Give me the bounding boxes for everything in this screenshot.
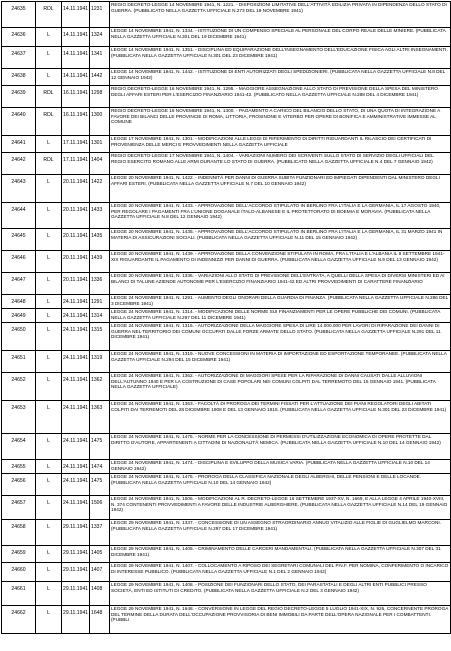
act-description-text: LEGGE 29 NOVEMBRE 1941, N. 1408. - POSIZIONE DEI FUNZIONARI DELLO STATO, DEI PARASTATALI E DEGLI ALTRI ENTI PUBBLICI PRESSO SOCIETÀ, ENTI ED ISTITUTI DI CREDITO. (PUBBLICATA NELLA GAZZETTA UFFICIALE N.2 DEL 3 GENNAIO 1942) — [111, 582, 427, 593]
act-description — [110, 86, 451, 108]
record-number: 24657 — [2, 496, 36, 520]
act-date: 24.11.1941 — [62, 401, 90, 434]
table-row — [2, 606, 451, 634]
record-number: 24656 — [2, 474, 36, 496]
act-description — [110, 474, 451, 496]
act-description-text: LEGGE 20 NOVEMBRE 1941, N. 1336. - VARIAZIONI ALLO STATO DI PREVISIONE DELL'ENTRATA, A QUELLI DELLA SPESA DI DIVERSI MINISTERI ED AI BILANCI DI TALUNE AZIENDE AUTONOME PER L'ESERCIZIO FINANZIARIO 1941-42 ED ALTRI PROVVEDIMENTI DI CARATTERE FINANZIARIO — [111, 273, 445, 284]
act-page: 1506 — [90, 496, 110, 520]
table-row — [2, 229, 451, 251]
act-date: 17.11.1941 — [62, 153, 90, 175]
act-description-text: LEGGE 20 NOVEMBRE 1941, N. 1422. - INDENNITÀ PER DANNI DI GUERRA SUBITA FUNZIONARI ED IMPIEGATI DIPENDENTI DAL MINISTERO DEGLI AFFARI ESTERI. (PUBBLICATA NELLA GAZZETTA UFFICIALE N.7 DEL 10 GENNAIO 1942) — [111, 175, 440, 186]
act-page: 1407 — [90, 563, 110, 582]
act-description-text: LEGGE 20 NOVEMBRE 1941, N. 1435. - APPROVAZIONE DELL'ACCORDO STIPULATO IN BERLINO FRA L'ITALIA E LA GERMANIA, IL 31 MARZO 1941 IN MATERIA DI ASSICURAZIONI SOCIALI. (PUBBLICATA NELLA GAZZETTA UFFICIALE N.11 DEL 15 GENNAIO 1942) — [111, 229, 443, 240]
act-page: 1442 — [90, 69, 110, 86]
act-type: L — [36, 496, 62, 520]
act-description-text: LEGGE 29 NOVEMBRE 1941, N. 1337. - CONCESSIONE DI UN ASSEGNO STRAORDINARIO ANNUO VITALIZIO ALLE FIGLIE DI GUGLIELMO MARCONI. (PUBBLICATA NELLA GAZZETTA UFFICIALE N.297 DEL 17 DICEMBRE 1941) — [111, 520, 441, 531]
act-description-text: LEGGE 24 NOVEMBRE 1941, N. 1291. - AUMENTO DEGLI ONORARI DELLA GUARDIA DI FINANZA. (PUBBLICATA NELLA GAZZETTA UFFICIALE N.286 DEL 3 DICEMBRE 1941) — [111, 295, 449, 306]
record-number: 24644 — [2, 203, 36, 229]
act-type: L — [36, 203, 62, 229]
record-number: 24653 — [2, 401, 36, 434]
act-type: L — [36, 351, 62, 373]
act-type: L — [36, 563, 62, 582]
record-number: 24659 — [2, 546, 36, 563]
record-number: 24651 — [2, 351, 36, 373]
act-page: 1231 — [90, 2, 110, 28]
act-description — [110, 563, 451, 582]
act-page: 1301 — [90, 136, 110, 153]
record-number: 24636 — [2, 28, 36, 47]
laws-register-body — [2, 2, 451, 634]
act-description — [110, 309, 451, 323]
act-date: 16.11.1941 — [62, 86, 90, 108]
act-description-text: REGIO DECRETO-LEGGE 17 NOVEMBRE 1941, N. 1404. - VARIAZIONI NUMERO DEI SCRIVENTI SULLO STATO DI SERVIZIO DEGLI UFFICIALI DEL REGIO ESERCITO ROMANO ALLE ARMI DURANTE LO STATO DI GUERRA. (PUBBLICATO NELLA GAZZETTA UFFICIALE N.4 DEL 7 GENNAIO 1942) — [111, 153, 434, 164]
act-type: L — [36, 460, 62, 474]
act-page: 1435 — [90, 229, 110, 251]
act-description-text: LEGGE 24 NOVEMBRE 1941, N. 1319. - NUOVE CONCESSIONI IN MATERIA DI IMPORTAZIONE ED ESPORTAZIONE TEMPORANEE. (PUBBLICATA NELLA GAZZETTA UFFICIALE N.294 DEL 15 DICEMBRE 1941) — [111, 351, 447, 362]
table-row — [2, 295, 451, 309]
record-number: 24639 — [2, 86, 36, 108]
act-description — [110, 203, 451, 229]
table-row — [2, 108, 451, 136]
table-row — [2, 69, 451, 86]
act-date: 20.11.1941 — [62, 203, 90, 229]
act-description-text: REGIO DECRETO-LEGGE 14 NOVEMBRE 1941, N. 1221. - DISPOSIZIONI LIMITATIVE DELL'ATTIVITÀ EDILIZIA PRIVATA IN DIPENDENZA DELLO STATO DI GUERRA. (PUBBLICATO NELLA GAZZETTA UFFICIALE N.273 DEL 19 NOVEMBRE 1941) — [111, 2, 447, 13]
act-description — [110, 229, 451, 251]
act-type: L — [36, 546, 62, 563]
act-date: 20.11.1941 — [62, 251, 90, 273]
act-description — [110, 273, 451, 295]
act-page: 1300 — [90, 108, 110, 136]
act-description-text: LEGGE 20 NOVEMBRE 1941, N. 1433. - APPROVAZIONE DELL'ACCORDO STIPULATO IN BERLINO FRA L'ITALIA E LA GERMANIA, IL 17 AGOSTO 1940, PER REGOLARE I PAGAMENTI FRA L'UNIONE DOGANALE ITALO-ALBANESE E IL PROTETTORATO DI BOEMIA E MORAVIA. (PUBBLICATA NELLA GAZZETTA UFFICIALE N.8 DEL 12 GENNAIO 1942) — [111, 203, 441, 220]
act-page: 1362 — [90, 373, 110, 401]
table-row — [2, 251, 451, 273]
act-date: 24.11.1941 — [62, 309, 90, 323]
record-number: 24646 — [2, 251, 36, 273]
act-description-text: LEGGE 24 NOVEMBRE 1941, N. 1315. - AUTORIZZAZIONE DELLA MAGGIORE SPESA DI LIRE 14.000.000 PER LAVORI DI RIPARAZIONE DEI DANNI DI GUERRA NEL TERRITORIO DEI COMUNI OCCUPATI DALLE FORZE ARMATE DELLO STATO. (PUBBLICATA NELLA GAZZETTA UFFICIALE N.291 DEL 11 DICEMBRE 1941) — [111, 323, 441, 340]
act-type: L — [36, 323, 62, 351]
table-row — [2, 546, 451, 563]
act-page: 1336 — [90, 273, 110, 295]
record-number: 24637 — [2, 47, 36, 69]
act-date: 20.11.1941 — [62, 175, 90, 203]
act-type: L — [36, 606, 62, 634]
act-description — [110, 606, 451, 634]
act-type: RDL — [36, 153, 62, 175]
act-date: 14.11.1941 — [62, 47, 90, 69]
act-date: 24.11.1941 — [62, 434, 90, 460]
table-row — [2, 47, 451, 69]
act-page: 1404 — [90, 153, 110, 175]
act-page: 1475 — [90, 434, 110, 460]
act-description-text: LEGGE 14 NOVEMBRE 1941, N. 1442. - ISTITUZIONE DI ENTI AUTORIZZATI DEGLI SPEDIZIONIERI. (PUBBLICATA NELLA GAZZETTA UFFICIALE N.8 DEL 12 GENNAIO 1942) — [111, 69, 446, 80]
act-description — [110, 153, 451, 175]
table-row — [2, 582, 451, 606]
table-row — [2, 323, 451, 351]
act-date: 29.11.1941 — [62, 582, 90, 606]
act-type: L — [36, 434, 62, 460]
act-page: 1363 — [90, 401, 110, 434]
act-page: 1341 — [90, 47, 110, 69]
table-row — [2, 273, 451, 295]
record-number: 24649 — [2, 309, 36, 323]
act-type: L — [36, 251, 62, 273]
act-description — [110, 401, 451, 434]
act-type: RDL — [36, 108, 62, 136]
act-description — [110, 582, 451, 606]
act-date: 24.11.1941 — [62, 460, 90, 474]
act-description-text: LEGGE 29 NOVEMBRE 1941, N. 1648. - CONVERSIONE IN LEGGE DEL REGIO DECRETO-LEGGE 5 LUGLIO 1941-XIX, N. 926, CONCERNENTE PROROGA DEL TERMINE DELLA DURATA DELL'OCCUPAZIONE PROVVISORIA DI BENI IMMOBILI DA PARTE DELL'OPERA NAZIONALE PER I COMBATTENTI. (PUBBLI — [111, 606, 449, 623]
act-type: L — [36, 175, 62, 203]
act-type: RDL — [36, 86, 62, 108]
record-number: 24650 — [2, 323, 36, 351]
laws-register-table — [1, 1, 451, 634]
record-number: 24647 — [2, 273, 36, 295]
act-date: 24.11.1941 — [62, 351, 90, 373]
act-type: L — [36, 295, 62, 309]
act-description — [110, 28, 451, 47]
record-number: 24658 — [2, 520, 36, 546]
record-number: 24643 — [2, 175, 36, 203]
act-page: 1422 — [90, 175, 110, 203]
act-date: 24.11.1941 — [62, 496, 90, 520]
act-page: 1298 — [90, 86, 110, 108]
act-description — [110, 295, 451, 309]
act-description-text: LEGGE 17 NOVEMBRE 1941, N. 1301. - MODIFICAZIONI ALLE LEGGI DI RIFERIMENTO DI DIRITTI RIGUARDANTI IL RILASCIO DEI CERTIFICATI DI PROVENIENZA DELLE MERCI E PROVVEDIMENTI NELLA GAZZETTA UFFICIALE — [111, 136, 432, 147]
act-description-text: LEGGE 24 NOVEMBRE 1941, N. 1314. - MODIFICAZIONI DELLE NORME SUI FINANZIAMENTI PER LE OPERE PUBBLICHE DEI COMUNI. (PUBBLICATA NELLA GAZZETTA UFFICIALE N.297 DEL 11 DICEMBRE 1941) — [111, 309, 441, 320]
act-description — [110, 546, 451, 563]
act-type: L — [36, 401, 62, 434]
act-date: 29.11.1941 — [62, 563, 90, 582]
act-type: L — [36, 520, 62, 546]
table-row — [2, 460, 451, 474]
act-type: L — [36, 273, 62, 295]
act-type: L — [36, 69, 62, 86]
act-page: 1315 — [90, 323, 110, 351]
act-page: 1408 — [90, 582, 110, 606]
table-row — [2, 474, 451, 496]
record-number: 24641 — [2, 136, 36, 153]
act-description-text: LEGGE 29 NOVEMBRE 1941, N. 1405. - CRIMINAMENTO DELLE CARCERI MANDAMENTALI. (PUBBLICATA NELLA GAZZETTA UFFICIALE N.307 DEL 31 DICEMBRE 1941) — [111, 546, 441, 557]
act-type: L — [36, 582, 62, 606]
table-row — [2, 351, 451, 373]
act-date: 29.11.1941 — [62, 606, 90, 634]
act-date: 17.11.1941 — [62, 136, 90, 153]
act-description — [110, 351, 451, 373]
act-description — [110, 108, 451, 136]
act-description — [110, 2, 451, 28]
record-number: 24642 — [2, 153, 36, 175]
act-description-text: REGIO DECRETO-LEGGE 16 NOVEMBRE 1941, N. 1300. - PAGAMENTO A CARICO DEL BILANCIO DELLO STATO, DI UNA QUOTA DI INTEGRAZIONE A FAVORE DEI BILANCI DELLE PROVINCIE DI ROMA, LITTORIA, FROSINONE E VITERBO PER OPERE DI BONIFICA E AMMINISTRATIVE IMMESSE AL COMUNE — [111, 108, 440, 125]
act-date: 24.11.1941 — [62, 323, 90, 351]
table-row — [2, 309, 451, 323]
record-number: 24661 — [2, 582, 36, 606]
table-row — [2, 203, 451, 229]
act-type: L — [36, 136, 62, 153]
act-description — [110, 47, 451, 69]
act-date: 24.11.1941 — [62, 474, 90, 496]
table-row — [2, 2, 451, 28]
act-page: 1324 — [90, 28, 110, 47]
table-row — [2, 496, 451, 520]
act-description-text: LEGGE 24 NOVEMBRE 1941, N. 1475. - NORME PER LA CONCESSIONE DI PERMESSI D'UTILIZZAZIONE ECONOMICA DI OPERE PROTETTE DAL DIRITTO D'AUTORE, APPARTENENTI A CITTADINI DI NAZIONALITÀ NEMICA. (PUBBLICATA NELLA GAZZETTA UFFICIALE N.10 DEL 14 GENNAIO 1942) — [111, 434, 441, 445]
act-date: 20.11.1941 — [62, 273, 90, 295]
act-type: L — [36, 309, 62, 323]
act-type: L — [36, 47, 62, 69]
table-row — [2, 373, 451, 401]
act-description-text: LEGGE 24 NOVEMBRE 1941, N. 1474. - DISCIPLINA E SVILUPPO DELLA MUSICA VARIA. (PUBBLICATA NELLA GAZZETTA UFFICIALE N.10 DEL 14 GENNAIO 1942) — [111, 460, 430, 471]
record-number: 24645 — [2, 229, 36, 251]
act-description-text: LEGGE 29 NOVEMBRE 1941, N. 1407. - COLLOCAMENTO A RIPOSO DEI SEGRETARI COMUNALI DEL P.N.F. PER NOMINA, CONFERIMENTO O INCARICO DI INTERESSE PUBBLICO. (PUBBLICATA NELLA GAZZETTA UFFICIALE N.1 DEL 2 GENNAIO 1942) — [111, 563, 449, 574]
act-date: 20.11.1941 — [62, 229, 90, 251]
table-row — [2, 28, 451, 47]
table-row — [2, 401, 451, 434]
act-description-text: LEGGE 14 NOVEMBRE 1941, N. 1351. - DISCIPLINA ED EQUIPARAZIONE DELL'INSEGNAMENTO DELL'EDUCAZIONE FISICA AGLI ALTRI INSEGNAMENTI. (PUBBLICATA NELLA GAZZETTA UFFICIALE N.301 DEL 23 DICEMBRE 1941) — [111, 47, 448, 58]
act-page: 1648 — [90, 606, 110, 634]
act-date: 16.11.1941 — [62, 108, 90, 136]
record-number: 24648 — [2, 295, 36, 309]
act-description — [110, 496, 451, 520]
act-type: L — [36, 229, 62, 251]
act-type: L — [36, 373, 62, 401]
act-date: 14.11.1941 — [62, 69, 90, 86]
act-page: 1475 — [90, 474, 110, 496]
record-number: 24638 — [2, 69, 36, 86]
act-description — [110, 373, 451, 401]
record-number: 24660 — [2, 563, 36, 582]
act-description — [110, 136, 451, 153]
table-row — [2, 434, 451, 460]
act-date: 14.11.1941 — [62, 2, 90, 28]
record-number: 24652 — [2, 373, 36, 401]
table-row — [2, 86, 451, 108]
act-type: RDL — [36, 2, 62, 28]
record-number: 24655 — [2, 460, 36, 474]
act-date: 29.11.1941 — [62, 520, 90, 546]
act-description-text: LEGGE 24 NOVEMBRE 1941, N. 1362. - AUTORIZZAZIONE DI MAGGIORI SPESE PER LA RIPARAZIONE DI DANNI CAUSATI DALLE ALLUVIONI DELL'AUTUNNO 1940 E PER LA COSTRUZIONE DI CASE POPOLARI NEI COMUNI COLPITI DAL TERREMOTO DEL 15 GENNAIO 1941. (PUBBLICATA NELLA GAZZETTA UFFICIALE) — [111, 373, 436, 390]
act-page: 1474 — [90, 460, 110, 474]
table-row — [2, 136, 451, 153]
act-description — [110, 434, 451, 460]
act-description — [110, 251, 451, 273]
table-row — [2, 563, 451, 582]
table-row — [2, 520, 451, 546]
act-description-text: LEGGE 14 NOVEMBRE 1941, N. 1334. - ISTITUZIONE DI UN COMPENSO SPECIALE AL PERSONALE DEL CORPO REALE DELLE MINIERE. (PUBBLICATA NELLA GAZZETTA UFFICIALE N.301 DEL 19 DICEMBRE 1941) — [111, 28, 446, 39]
act-description — [110, 323, 451, 351]
act-page: 1337 — [90, 520, 110, 546]
record-number: 24640 — [2, 108, 36, 136]
act-description — [110, 460, 451, 474]
act-description-text: LEGGE 20 NOVEMBRE 1941, N. 1439. - APPROVAZIONE DELLA CONVENZIONE STIPULATA IN ROMA, FRA L'ITALIA E L'ALBANIA IL 8 SETTEMBRE 1941-XIX RIGUARDANTE IL PAGAMENTO DI INDENNIZZI PER DANNI DI GUERRA. (PUBBLICATA NELLA GAZZETTA UFFICIALE N.9 DEL 13 GENNAIO 1942) — [111, 251, 445, 262]
act-page: 1319 — [90, 351, 110, 373]
act-description — [110, 175, 451, 203]
act-page: 1439 — [90, 251, 110, 273]
act-description-text: REGIO DECRETO-LEGGE 16 NOVEMBRE 1941, N. 1295. - MAGGIORE ASSEGNAZIONE ALLO STATO DI PREVISIONE DELLA SPESA DEL MINISTERO DEGLI AFFARI ESTERI PER L'ESERCIZIO FINANZIARIO 1941-42. (PUBBLICATO NELLA GAZZETTA UFFICIALE N.288 DEL 4 DICEMBRE 1941) — [111, 86, 438, 97]
table-row — [2, 175, 451, 203]
table-row — [2, 153, 451, 175]
act-description-text: LEGGE 24 NOVEMBRE 1941, N. 1475. - PROROGA DELLA CLASSIFICA NAZIONALE DEGLI ALBERGHI, DELLE PENSIONI E DELLE LOCANDE. (PUBBLICATA NELLA GAZZETTA UFFICIALE N.10 DEL 14 GENNAIO 1942) — [111, 474, 422, 485]
act-date: 14.11.1941 — [62, 28, 90, 47]
act-page: 1314 — [90, 309, 110, 323]
record-number: 24654 — [2, 434, 36, 460]
act-description — [110, 69, 451, 86]
record-number: 24662 — [2, 606, 36, 634]
act-description-text: LEGGE 24 NOVEMBRE 1941, N. 1506. - MODIFICAZIONI AL R. DECRETO-LEGGE 16 SETTEMBRE 1937-XV, N. 1669, E ALLA LEGGE 4 APRILE 1940-XVIII, N. 374 CONTENENTI PROVVEDIMENTI A FAVORE DELLE INDUSTRIE ALBERGHIERE. (PUBBLICATA NELLA GAZZETTA UFFICIALE N.14 DEL 19 GENNAIO 1942) — [111, 496, 448, 513]
act-page: 1433 — [90, 203, 110, 229]
record-number: 24635 — [2, 2, 36, 28]
act-page: 1291 — [90, 295, 110, 309]
act-page: 1405 — [90, 546, 110, 563]
act-description — [110, 520, 451, 546]
act-type: L — [36, 474, 62, 496]
act-date: 24.11.1941 — [62, 373, 90, 401]
act-description-text: LEGGE 24 NOVEMBRE 1941, N. 1363. - FACOLTÀ DI PROROGA DEI TERMINI FISSATI PER L'ATTUAZIONE DEI PIANI REGOLATORI DEGLI ABITATI COLPITI DAI TERREMOTI DEL 28 DICEMBRE 1908 E DEL 13 GENNAIO 1915. (PUBBLICATA NELLA GAZZETTA UFFICIALE N.301 DEL 23 DICEMBRE 1941) — [111, 401, 447, 412]
act-date: 29.11.1941 — [62, 546, 90, 563]
act-date: 24.11.1941 — [62, 295, 90, 309]
act-type: L — [36, 28, 62, 47]
